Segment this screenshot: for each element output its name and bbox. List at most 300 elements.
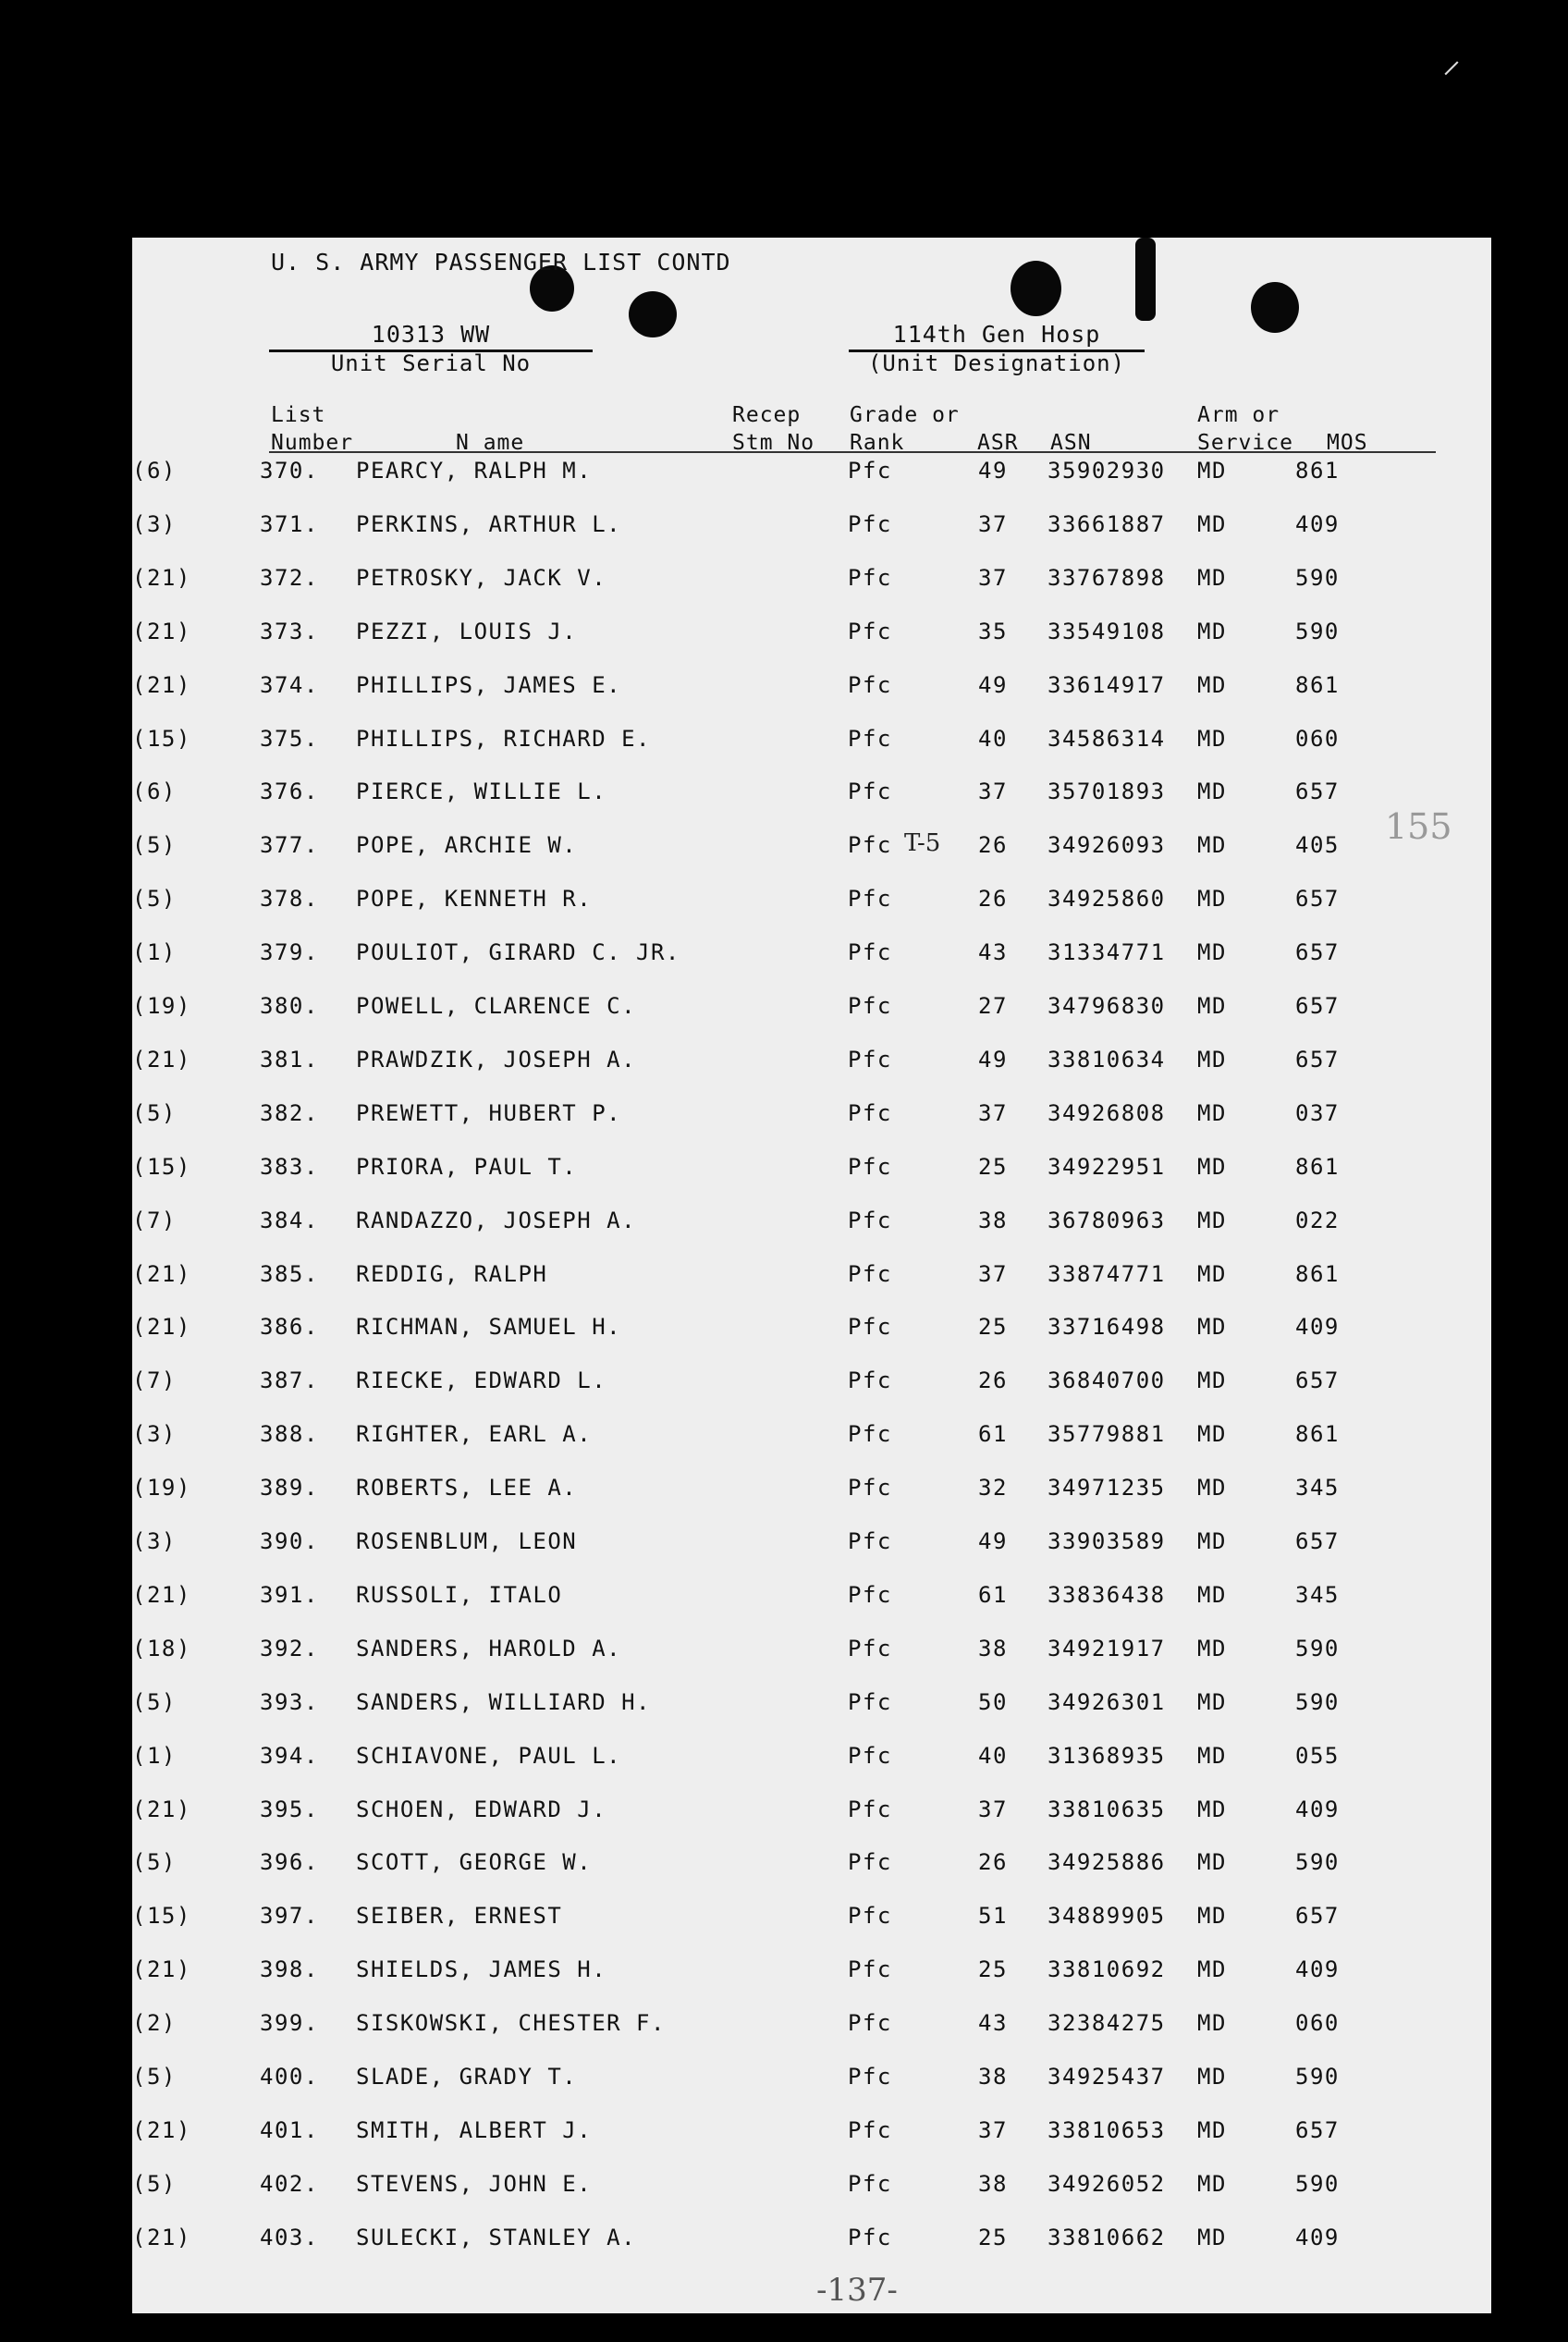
cell-recep: (19) bbox=[132, 993, 191, 1019]
cell-arm: MD bbox=[1197, 1207, 1227, 1233]
cell-arm: MD bbox=[1197, 1314, 1227, 1341]
cell-asr: 26 bbox=[978, 1367, 1008, 1394]
cell-num: 388. bbox=[260, 1421, 319, 1448]
cell-grade: Pfc bbox=[848, 993, 892, 1019]
cell-mos: 037 bbox=[1295, 1099, 1340, 1126]
cell-arm: MD bbox=[1197, 1956, 1227, 1983]
unit-designation-block bbox=[849, 321, 1145, 376]
table-row bbox=[132, 1528, 1491, 1565]
cell-asr: 50 bbox=[978, 1688, 1008, 1715]
table-row bbox=[132, 511, 1491, 548]
cell-num: 399. bbox=[260, 2010, 319, 2037]
cell-name: SMITH, ALBERT J. bbox=[356, 2116, 593, 2143]
cell-grade: Pfc bbox=[848, 1207, 892, 1233]
footer-page-number: -137- bbox=[816, 2272, 898, 2309]
cell-arm: MD bbox=[1197, 1742, 1227, 1769]
cell-recep: (6) bbox=[132, 779, 177, 805]
cell-name: RANDAZZO, JOSEPH A. bbox=[356, 1207, 637, 1233]
cell-grade: Pfc bbox=[848, 1688, 892, 1715]
header-asn: ASN bbox=[1050, 431, 1092, 455]
cell-grade: Pfc bbox=[848, 2116, 892, 2143]
cell-name: POULIOT, GIRARD C. JR. bbox=[356, 939, 680, 966]
cell-arm: MD bbox=[1197, 1849, 1227, 1876]
cell-mos: 657 bbox=[1295, 886, 1340, 913]
cell-recep: (21) bbox=[132, 1046, 191, 1073]
table-row bbox=[132, 832, 1491, 869]
cell-mos: 590 bbox=[1295, 2170, 1340, 2197]
header-arm-top: Arm or bbox=[1197, 403, 1280, 427]
cell-num: 394. bbox=[260, 1742, 319, 1769]
cell-recep: (19) bbox=[132, 1475, 191, 1502]
header-name: N ame bbox=[456, 431, 525, 455]
cell-grade: Pfc bbox=[848, 779, 892, 805]
cell-num: 375. bbox=[260, 725, 319, 752]
cell-name: PETROSKY, JACK V. bbox=[356, 564, 607, 591]
cell-asr: 49 bbox=[978, 1528, 1008, 1554]
cell-name: SCHOEN, EDWARD J. bbox=[356, 1796, 607, 1822]
table-row bbox=[132, 993, 1491, 1030]
cell-asr: 37 bbox=[978, 1796, 1008, 1822]
cell-name: RICHMAN, SAMUEL H. bbox=[356, 1314, 622, 1341]
cell-num: 385. bbox=[260, 1260, 319, 1287]
cell-arm: MD bbox=[1197, 1581, 1227, 1608]
cell-asn: 33716498 bbox=[1047, 1314, 1166, 1341]
cell-arm: MD bbox=[1197, 564, 1227, 591]
cell-asn: 34925886 bbox=[1047, 1849, 1166, 1876]
cell-name: SULECKI, STANLEY A. bbox=[356, 2224, 637, 2250]
cell-name: PRAWDZIK, JOSEPH A. bbox=[356, 1046, 637, 1073]
unit-serial-value: 10313 WW bbox=[371, 321, 491, 348]
cell-arm: MD bbox=[1197, 725, 1227, 752]
cell-num: 379. bbox=[260, 939, 319, 966]
cell-grade: Pfc bbox=[848, 1903, 892, 1930]
cell-grade: Pfc bbox=[848, 886, 892, 913]
cell-asn: 34926052 bbox=[1047, 2170, 1166, 2197]
cell-grade: Pfc bbox=[848, 725, 892, 752]
cell-asn: 34926301 bbox=[1047, 1688, 1166, 1715]
cell-asn: 34921917 bbox=[1047, 1635, 1166, 1661]
cell-recep: (5) bbox=[132, 886, 177, 913]
cell-asn: 34926808 bbox=[1047, 1099, 1166, 1126]
cell-name: SCOTT, GEORGE W. bbox=[356, 1849, 593, 1876]
cell-recep: (21) bbox=[132, 1581, 191, 1608]
cell-name: SANDERS, WILLIARD H. bbox=[356, 1688, 651, 1715]
cell-asr: 26 bbox=[978, 886, 1008, 913]
cell-asr: 25 bbox=[978, 1956, 1008, 1983]
cell-name: PIERCE, WILLIE L. bbox=[356, 779, 607, 805]
table-row bbox=[132, 2171, 1491, 2208]
cell-asn: 33661887 bbox=[1047, 510, 1166, 537]
document-title: U. S. ARMY PASSENGER LIST CONTD bbox=[271, 249, 731, 276]
cell-name: SLADE, GRADY T. bbox=[356, 2064, 578, 2090]
cell-asn: 33810692 bbox=[1047, 1956, 1166, 1983]
cell-asr: 43 bbox=[978, 2010, 1008, 2037]
cell-num: 373. bbox=[260, 618, 319, 644]
cell-grade: Pfc bbox=[848, 1046, 892, 1073]
table-row bbox=[132, 726, 1491, 763]
cell-arm: MD bbox=[1197, 1475, 1227, 1502]
cell-name: POPE, ARCHIE W. bbox=[356, 832, 578, 859]
cell-grade: Pfc bbox=[848, 458, 892, 484]
cell-recep: (1) bbox=[132, 1742, 177, 1769]
table-row bbox=[132, 2010, 1491, 2047]
cell-arm: MD bbox=[1197, 993, 1227, 1019]
cell-asn: 35779881 bbox=[1047, 1421, 1166, 1448]
cell-grade: Pfc bbox=[848, 1421, 892, 1448]
cell-asn: 33836438 bbox=[1047, 1581, 1166, 1608]
table-row bbox=[132, 2225, 1491, 2262]
cell-asr: 38 bbox=[978, 1207, 1008, 1233]
cell-asr: 43 bbox=[978, 939, 1008, 966]
handwritten-grade-note: T-5 bbox=[904, 829, 941, 857]
cell-arm: MD bbox=[1197, 510, 1227, 537]
cell-grade: Pfc bbox=[848, 671, 892, 698]
table-row bbox=[132, 1636, 1491, 1673]
cell-mos: 405 bbox=[1295, 832, 1340, 859]
cell-arm: MD bbox=[1197, 671, 1227, 698]
punch-hole-icon bbox=[1011, 261, 1061, 316]
table-row bbox=[132, 1956, 1491, 1993]
cell-arm: MD bbox=[1197, 1528, 1227, 1554]
cell-asn: 33874771 bbox=[1047, 1260, 1166, 1287]
cell-recep: (18) bbox=[132, 1635, 191, 1661]
cell-asr: 38 bbox=[978, 2064, 1008, 2090]
cell-mos: 861 bbox=[1295, 1153, 1340, 1180]
cell-recep: (5) bbox=[132, 2170, 177, 2197]
cell-grade: Pfc bbox=[848, 939, 892, 966]
cell-num: 398. bbox=[260, 1956, 319, 1983]
cell-grade: Pfc bbox=[848, 2224, 892, 2250]
cell-name: PREWETT, HUBERT P. bbox=[356, 1099, 622, 1126]
header-arm bbox=[1197, 401, 1293, 457]
cell-asr: 37 bbox=[978, 510, 1008, 537]
cell-mos: 590 bbox=[1295, 2064, 1340, 2090]
cell-num: 376. bbox=[260, 779, 319, 805]
cell-asn: 35902930 bbox=[1047, 458, 1166, 484]
header-arm-bottom: Service bbox=[1197, 431, 1293, 455]
cell-num: 401. bbox=[260, 2116, 319, 2143]
cell-mos: 055 bbox=[1295, 1742, 1340, 1769]
cell-recep: (7) bbox=[132, 1367, 177, 1394]
cell-asr: 25 bbox=[978, 2224, 1008, 2250]
cell-mos: 657 bbox=[1295, 779, 1340, 805]
cell-asn: 36780963 bbox=[1047, 1207, 1166, 1233]
cell-mos: 657 bbox=[1295, 993, 1340, 1019]
cell-asr: 37 bbox=[978, 1260, 1008, 1287]
cell-grade: Pfc bbox=[848, 2170, 892, 2197]
cell-asr: 37 bbox=[978, 2116, 1008, 2143]
cell-asn: 34925860 bbox=[1047, 886, 1166, 913]
cell-mos: 409 bbox=[1295, 510, 1340, 537]
cell-mos: 060 bbox=[1295, 725, 1340, 752]
cell-grade: Pfc bbox=[848, 832, 892, 859]
cell-mos: 409 bbox=[1295, 1314, 1340, 1341]
unit-serial-caption: Unit Serial No bbox=[330, 350, 532, 376]
cell-grade: Pfc bbox=[848, 564, 892, 591]
cell-grade: Pfc bbox=[848, 618, 892, 644]
cell-asr: 26 bbox=[978, 1849, 1008, 1876]
cell-arm: MD bbox=[1197, 458, 1227, 484]
cell-asn: 31334771 bbox=[1047, 939, 1166, 966]
cell-asn: 34971235 bbox=[1047, 1475, 1166, 1502]
cell-asn: 33810653 bbox=[1047, 2116, 1166, 2143]
cell-arm: MD bbox=[1197, 1421, 1227, 1448]
cell-asn: 33903589 bbox=[1047, 1528, 1166, 1554]
header-grade-bottom: Rank bbox=[850, 431, 905, 455]
cell-name: PHILLIPS, RICHARD E. bbox=[356, 725, 651, 752]
cell-mos: 345 bbox=[1295, 1581, 1340, 1608]
table-row bbox=[132, 672, 1491, 709]
cell-asr: 37 bbox=[978, 1099, 1008, 1126]
cell-arm: MD bbox=[1197, 2010, 1227, 2037]
cell-recep: (6) bbox=[132, 458, 177, 484]
cell-num: 389. bbox=[260, 1475, 319, 1502]
table-row bbox=[132, 2064, 1491, 2101]
cell-num: 397. bbox=[260, 1903, 319, 1930]
cell-name: ROBERTS, LEE A. bbox=[356, 1475, 578, 1502]
cell-name: SISKOWSKI, CHESTER F. bbox=[356, 2010, 666, 2037]
cell-num: 403. bbox=[260, 2224, 319, 2250]
table-row bbox=[132, 1903, 1491, 1940]
cell-asn: 34889905 bbox=[1047, 1903, 1166, 1930]
cell-asr: 37 bbox=[978, 564, 1008, 591]
header-asr: ASR bbox=[977, 431, 1019, 455]
cell-asr: 38 bbox=[978, 1635, 1008, 1661]
cell-recep: (15) bbox=[132, 725, 191, 752]
cell-mos: 409 bbox=[1295, 1796, 1340, 1822]
cell-recep: (1) bbox=[132, 939, 177, 966]
cell-asn: 33810662 bbox=[1047, 2224, 1166, 2250]
cell-num: 382. bbox=[260, 1099, 319, 1126]
cell-asr: 40 bbox=[978, 725, 1008, 752]
cell-num: 384. bbox=[260, 1207, 319, 1233]
cell-mos: 060 bbox=[1295, 2010, 1340, 2037]
unit-serial-block bbox=[269, 321, 593, 376]
cell-name: SCHIAVONE, PAUL L. bbox=[356, 1742, 622, 1769]
header-list-bottom: Number bbox=[271, 431, 354, 455]
cell-asn: 32384275 bbox=[1047, 2010, 1166, 2037]
cell-asr: 49 bbox=[978, 458, 1008, 484]
cell-num: 396. bbox=[260, 1849, 319, 1876]
cell-num: 383. bbox=[260, 1153, 319, 1180]
cell-recep: (21) bbox=[132, 1796, 191, 1822]
cell-arm: MD bbox=[1197, 1099, 1227, 1126]
cell-arm: MD bbox=[1197, 939, 1227, 966]
cell-name: PERKINS, ARTHUR L. bbox=[356, 510, 622, 537]
cell-asn: 33810634 bbox=[1047, 1046, 1166, 1073]
table-row bbox=[132, 1475, 1491, 1512]
unit-designation-caption: (Unit Designation) bbox=[867, 350, 1126, 376]
cell-asr: 38 bbox=[978, 2170, 1008, 2197]
cell-recep: (3) bbox=[132, 1528, 177, 1554]
cell-asn: 33767898 bbox=[1047, 564, 1166, 591]
cell-grade: Pfc bbox=[848, 1956, 892, 1983]
cell-asn: 33810635 bbox=[1047, 1796, 1166, 1822]
header-recep-top: Recep bbox=[732, 403, 802, 427]
cell-grade: Pfc bbox=[848, 1099, 892, 1126]
table-row bbox=[132, 1796, 1491, 1833]
cell-num: 374. bbox=[260, 671, 319, 698]
table-row bbox=[132, 1421, 1491, 1458]
cell-recep: (21) bbox=[132, 671, 191, 698]
cell-recep: (15) bbox=[132, 1903, 191, 1930]
cell-name: PRIORA, PAUL T. bbox=[356, 1153, 578, 1180]
table-row bbox=[132, 939, 1491, 976]
cell-arm: MD bbox=[1197, 618, 1227, 644]
cell-recep: (3) bbox=[132, 1421, 177, 1448]
table-row bbox=[132, 1154, 1491, 1191]
cell-recep: (21) bbox=[132, 2224, 191, 2250]
cell-mos: 022 bbox=[1295, 1207, 1340, 1233]
cell-recep: (21) bbox=[132, 564, 191, 591]
cell-recep: (3) bbox=[132, 510, 177, 537]
cell-asn: 34796830 bbox=[1047, 993, 1166, 1019]
cell-name: RIECKE, EDWARD L. bbox=[356, 1367, 607, 1394]
cell-grade: Pfc bbox=[848, 1260, 892, 1287]
cell-asr: 61 bbox=[978, 1421, 1008, 1448]
cell-mos: 861 bbox=[1295, 458, 1340, 484]
cell-mos: 590 bbox=[1295, 1849, 1340, 1876]
cell-num: 380. bbox=[260, 993, 319, 1019]
table-row bbox=[132, 619, 1491, 656]
cell-mos: 409 bbox=[1295, 1956, 1340, 1983]
cell-arm: MD bbox=[1197, 1903, 1227, 1930]
cell-num: 386. bbox=[260, 1314, 319, 1341]
header-recep bbox=[732, 401, 815, 457]
corner-pencil-mark: ⸝ bbox=[1442, 39, 1461, 81]
cell-name: PEZZI, LOUIS J. bbox=[356, 618, 578, 644]
cell-arm: MD bbox=[1197, 1153, 1227, 1180]
cell-grade: Pfc bbox=[848, 1314, 892, 1341]
cell-num: 390. bbox=[260, 1528, 319, 1554]
table-row bbox=[132, 1100, 1491, 1137]
table-row bbox=[132, 1261, 1491, 1298]
cell-name: STEVENS, JOHN E. bbox=[356, 2170, 593, 2197]
cell-asn: 34925437 bbox=[1047, 2064, 1166, 2090]
cell-mos: 345 bbox=[1295, 1475, 1340, 1502]
cell-asn: 33614917 bbox=[1047, 671, 1166, 698]
table-row bbox=[132, 1314, 1491, 1351]
cell-asn: 33549108 bbox=[1047, 618, 1166, 644]
cell-asr: 37 bbox=[978, 779, 1008, 805]
cell-grade: Pfc bbox=[848, 1475, 892, 1502]
cell-grade: Pfc bbox=[848, 1742, 892, 1769]
cell-arm: MD bbox=[1197, 1688, 1227, 1715]
cell-recep: (5) bbox=[132, 2064, 177, 2090]
cell-mos: 657 bbox=[1295, 1367, 1340, 1394]
cell-name: RUSSOLI, ITALO bbox=[356, 1581, 563, 1608]
table-row bbox=[132, 458, 1491, 495]
cell-asn: 34922951 bbox=[1047, 1153, 1166, 1180]
cell-recep: (5) bbox=[132, 1688, 177, 1715]
cell-name: PEARCY, RALPH M. bbox=[356, 458, 593, 484]
cell-asn: 34926093 bbox=[1047, 832, 1166, 859]
cell-asr: 49 bbox=[978, 671, 1008, 698]
cell-asr: 32 bbox=[978, 1475, 1008, 1502]
cell-name: REDDIG, RALPH bbox=[356, 1260, 548, 1287]
cell-num: 391. bbox=[260, 1581, 319, 1608]
cell-grade: Pfc bbox=[848, 1796, 892, 1822]
cell-grade: Pfc bbox=[848, 1849, 892, 1876]
cell-grade: Pfc bbox=[848, 1635, 892, 1661]
cell-asr: 49 bbox=[978, 1046, 1008, 1073]
cell-asn: 35701893 bbox=[1047, 779, 1166, 805]
cell-num: 381. bbox=[260, 1046, 319, 1073]
cell-num: 387. bbox=[260, 1367, 319, 1394]
cell-arm: MD bbox=[1197, 886, 1227, 913]
cell-mos: 657 bbox=[1295, 2116, 1340, 2143]
cell-asr: 61 bbox=[978, 1581, 1008, 1608]
table-row bbox=[132, 2117, 1491, 2154]
cell-arm: MD bbox=[1197, 1260, 1227, 1287]
cell-asr: 27 bbox=[978, 993, 1008, 1019]
table-row bbox=[132, 1367, 1491, 1404]
cell-arm: MD bbox=[1197, 1367, 1227, 1394]
cell-num: 400. bbox=[260, 2064, 319, 2090]
cell-recep: (5) bbox=[132, 1849, 177, 1876]
cell-num: 378. bbox=[260, 886, 319, 913]
cell-num: 402. bbox=[260, 2170, 319, 2197]
cell-mos: 590 bbox=[1295, 618, 1340, 644]
cell-asr: 25 bbox=[978, 1314, 1008, 1341]
header-recep-bottom: Stm No bbox=[732, 431, 815, 455]
cell-mos: 590 bbox=[1295, 1635, 1340, 1661]
punch-tear-icon bbox=[1135, 238, 1156, 321]
table-row bbox=[132, 886, 1491, 923]
cell-grade: Pfc bbox=[848, 1581, 892, 1608]
cell-name: PHILLIPS, JAMES E. bbox=[356, 671, 622, 698]
cell-mos: 861 bbox=[1295, 1421, 1340, 1448]
cell-arm: MD bbox=[1197, 1796, 1227, 1822]
cell-mos: 657 bbox=[1295, 1528, 1340, 1554]
cell-grade: Pfc bbox=[848, 2064, 892, 2090]
cell-mos: 590 bbox=[1295, 1688, 1340, 1715]
cell-mos: 861 bbox=[1295, 671, 1340, 698]
cell-asn: 36840700 bbox=[1047, 1367, 1166, 1394]
cell-num: 370. bbox=[260, 458, 319, 484]
punch-hole-icon bbox=[629, 291, 677, 337]
cell-num: 395. bbox=[260, 1796, 319, 1822]
cell-asn: 34586314 bbox=[1047, 725, 1166, 752]
cell-arm: MD bbox=[1197, 832, 1227, 859]
cell-mos: 409 bbox=[1295, 2224, 1340, 2250]
table-row bbox=[132, 1208, 1491, 1245]
cell-recep: (21) bbox=[132, 1314, 191, 1341]
cell-arm: MD bbox=[1197, 2170, 1227, 2197]
cell-recep: (21) bbox=[132, 618, 191, 644]
cell-num: 393. bbox=[260, 1688, 319, 1715]
table-row bbox=[132, 1743, 1491, 1780]
cell-mos: 657 bbox=[1295, 1046, 1340, 1073]
cell-grade: Pfc bbox=[848, 1153, 892, 1180]
cell-recep: (7) bbox=[132, 1207, 177, 1233]
page-stamp-number: 155 bbox=[1385, 806, 1452, 847]
cell-recep: (2) bbox=[132, 2010, 177, 2037]
header-grade bbox=[850, 401, 960, 457]
cell-asr: 26 bbox=[978, 832, 1008, 859]
cell-name: SHIELDS, JAMES H. bbox=[356, 1956, 607, 1983]
cell-name: POWELL, CLARENCE C. bbox=[356, 993, 637, 1019]
cell-name: RIGHTER, EARL A. bbox=[356, 1421, 593, 1448]
cell-recep: (5) bbox=[132, 832, 177, 859]
header-list-top: List bbox=[271, 403, 326, 427]
header-list-number bbox=[271, 401, 353, 457]
cell-arm: MD bbox=[1197, 779, 1227, 805]
cell-recep: (21) bbox=[132, 1260, 191, 1287]
cell-recep: (5) bbox=[132, 1099, 177, 1126]
cell-recep: (21) bbox=[132, 1956, 191, 1983]
cell-name: ROSENBLUM, LEON bbox=[356, 1528, 578, 1554]
